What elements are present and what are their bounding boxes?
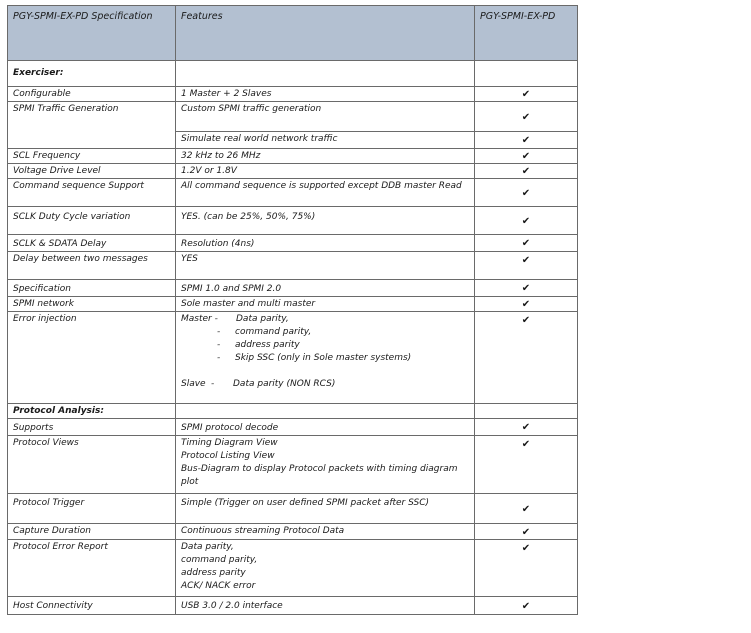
spec-cell: SPMI Traffic Generation	[8, 102, 176, 149]
checkmark-icon: ✔	[475, 252, 578, 280]
spec-cell: Protocol Views	[8, 436, 176, 494]
checkmark-icon: ✔	[475, 149, 578, 164]
checkmark-icon: ✔	[475, 436, 578, 494]
feature-item: Data parity,	[236, 314, 289, 324]
protocol-error-report-features	[176, 540, 475, 597]
section-row-protocol-analysis	[8, 404, 578, 419]
section-title-protocol-analysis: Protocol Analysis:	[8, 404, 176, 419]
feature-item: address parity	[235, 340, 300, 350]
feature-cell: YES. (can be 25%, 50%, 75%)	[176, 207, 475, 235]
checkmark-icon: ✔	[475, 179, 578, 207]
checkmark-icon: ✔	[475, 102, 578, 132]
spec-cell: SPMI network	[8, 297, 176, 312]
table-row	[8, 312, 578, 404]
table-row	[8, 597, 578, 615]
feature-cell: All command sequence is supported except DDB master Read	[176, 179, 475, 207]
feature-cell: 1.2V or 1.8V	[176, 164, 475, 179]
master-label: Master -	[181, 314, 218, 324]
feature-item: Timing Diagram View	[181, 438, 278, 448]
spec-cell: Delay between two messages	[8, 252, 176, 280]
feature-cell: SPMI protocol decode	[176, 419, 475, 436]
protocol-views-features	[176, 436, 475, 494]
spec-cell: Protocol Trigger	[8, 494, 176, 524]
header-row	[8, 6, 578, 61]
spec-cell: Supports	[8, 419, 176, 436]
feature-item: Protocol Listing View	[181, 451, 275, 461]
header-product: PGY-SPMI-EX-PD	[475, 6, 578, 61]
spec-cell: SCL Frequency	[8, 149, 176, 164]
dash-marker: -	[211, 379, 215, 389]
slave-label: Slave	[181, 379, 206, 389]
section-row-exerciser	[8, 61, 578, 87]
feature-cell: Resolution (4ns)	[176, 235, 475, 252]
section-title-exerciser: Exerciser:	[8, 61, 176, 87]
checkmark-icon: ✔	[475, 207, 578, 235]
spec-cell: Command sequence Support	[8, 179, 176, 207]
feature-item: Data parity (NON RCS)	[233, 379, 336, 389]
spec-cell: Capture Duration	[8, 524, 176, 540]
feature-cell: 32 kHz to 26 MHz	[176, 149, 475, 164]
spec-cell: Voltage Drive Level	[8, 164, 176, 179]
spec-cell: Specification	[8, 280, 176, 297]
table-row	[8, 164, 578, 179]
spec-cell: Host Connectivity	[8, 597, 176, 615]
feature-cell: Custom SPMI traffic generation	[176, 102, 475, 132]
spec-cell: Protocol Error Report	[8, 540, 176, 597]
table-row	[8, 87, 578, 102]
error-injection-features	[176, 312, 475, 404]
checkmark-icon: ✔	[475, 419, 578, 436]
spec-cell: SCLK & SDATA Delay	[8, 235, 176, 252]
feature-item: command parity,	[181, 555, 258, 565]
table-row	[8, 524, 578, 540]
feature-cell: YES	[176, 252, 475, 280]
feature-item: Bus-Diagram to display Protocol packets with timing diagram	[181, 464, 458, 474]
table-row	[8, 494, 578, 524]
dash-marker: -	[217, 327, 221, 337]
checkmark-icon: ✔	[475, 524, 578, 540]
table-row	[8, 102, 578, 132]
checkmark-icon: ✔	[475, 132, 578, 149]
checkmark-icon: ✔	[475, 494, 578, 524]
feature-cell: Continuous streaming Protocol Data	[176, 524, 475, 540]
spec-cell: SCLK Duty Cycle variation	[8, 207, 176, 235]
table-row	[8, 280, 578, 297]
specification-table	[7, 5, 578, 615]
feature-item: plot	[181, 477, 199, 487]
feature-item: Data parity,	[181, 542, 234, 552]
checkmark-icon: ✔	[475, 235, 578, 252]
checkmark-icon: ✔	[475, 597, 578, 615]
feature-cell: Simple (Trigger on user defined SPMI packet after SSC)	[176, 494, 475, 524]
feature-item: address parity	[181, 568, 246, 578]
table-row	[8, 179, 578, 207]
checkmark-icon: ✔	[475, 280, 578, 297]
table-row	[8, 540, 578, 597]
header-spec: PGY-SPMI-EX-PD Specification	[8, 6, 176, 61]
dash-marker: -	[217, 353, 221, 363]
checkmark-icon: ✔	[475, 164, 578, 179]
feature-item: command parity,	[235, 327, 312, 337]
header-features: Features	[176, 6, 475, 61]
checkmark-icon: ✔	[475, 297, 578, 312]
feature-cell: SPMI 1.0 and SPMI 2.0	[176, 280, 475, 297]
table-row	[8, 297, 578, 312]
dash-marker: -	[217, 340, 221, 350]
table-row	[8, 436, 578, 494]
feature-cell: Simulate real world network traffic	[176, 132, 475, 149]
feature-item: Skip SSC (only in Sole master systems)	[235, 353, 412, 363]
table-row	[8, 207, 578, 235]
checkmark-icon: ✔	[475, 312, 578, 404]
spec-cell: Error injection	[8, 312, 176, 404]
table-row	[8, 419, 578, 436]
feature-cell: 1 Master + 2 Slaves	[176, 87, 475, 102]
feature-cell: USB 3.0 / 2.0 interface	[176, 597, 475, 615]
feature-item: ACK/ NACK error	[181, 581, 256, 591]
checkmark-icon: ✔	[475, 87, 578, 102]
table-row	[8, 235, 578, 252]
table-row	[8, 149, 578, 164]
table-row	[8, 252, 578, 280]
feature-cell: Sole master and multi master	[176, 297, 475, 312]
spec-cell: Configurable	[8, 87, 176, 102]
checkmark-icon: ✔	[475, 540, 578, 597]
